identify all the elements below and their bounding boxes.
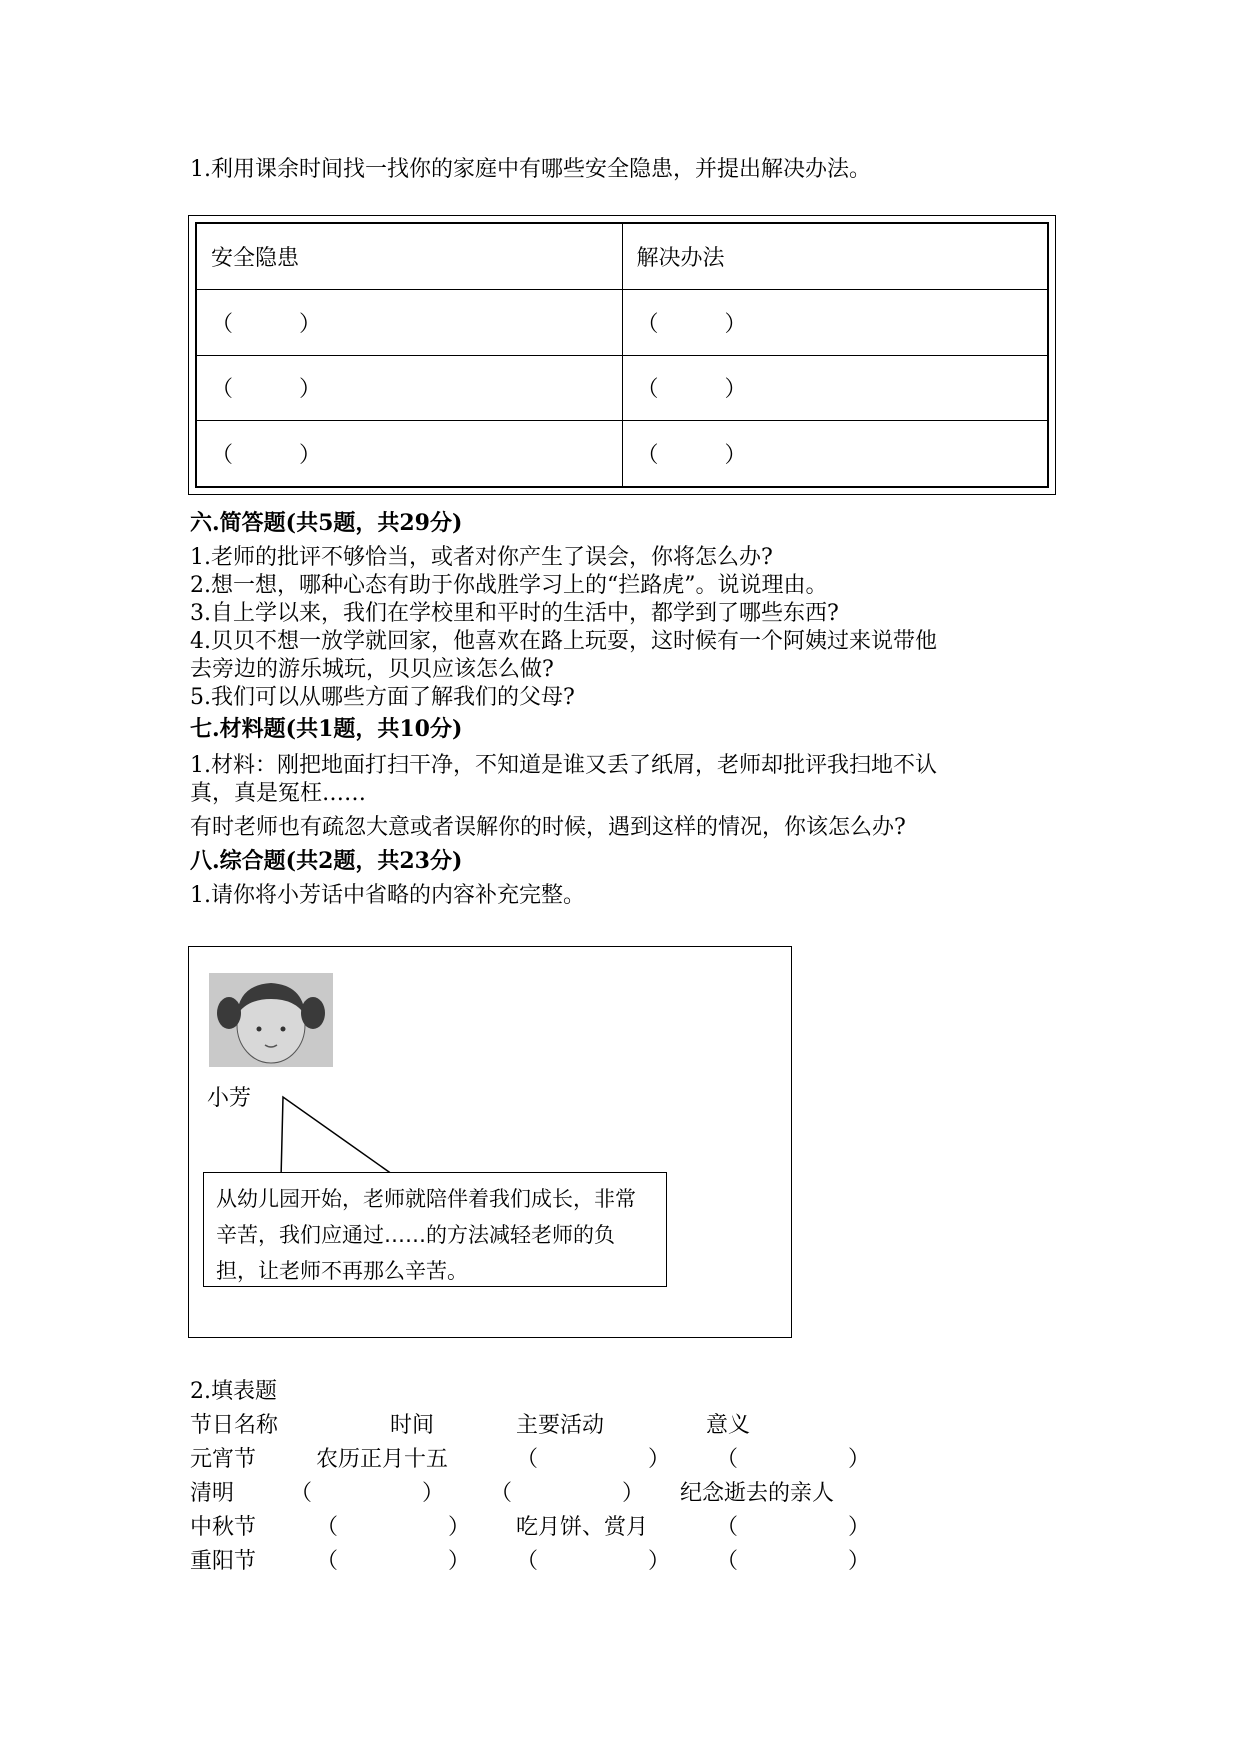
festival-cell[interactable]: （ ） bbox=[516, 1447, 671, 1472]
section-8-question-1: 1.请你将小芳话中省略的内容补充完整。 bbox=[190, 883, 585, 908]
question-1-text: 1.利用课余时间找一找你的家庭中有哪些安全隐患，并提出解决办法。 bbox=[190, 157, 871, 182]
festival-header: 主要活动 bbox=[516, 1413, 605, 1438]
section-6-item: 去旁边的游乐城玩，贝贝应该怎么做? bbox=[190, 657, 554, 682]
section-7-item: 真，真是冤枉…… bbox=[190, 781, 367, 806]
festival-cell: 元宵节 bbox=[190, 1447, 257, 1472]
table-cell[interactable]: （ ） bbox=[622, 421, 1048, 487]
festival-cell: 清明 bbox=[190, 1481, 235, 1506]
festival-cell: 中秋节 bbox=[190, 1515, 257, 1540]
section-7-item: 1.材料：刚把地面打扫干净，不知道是谁又丢了纸屑，老师却批评我扫地不认 bbox=[190, 753, 937, 778]
header-solution: 解决办法 bbox=[622, 224, 1048, 290]
section-8-question-2: 2.填表题 bbox=[190, 1379, 277, 1404]
bubble-line: 从幼儿园开始，老师就陪伴着我们成长，非常 bbox=[216, 1187, 636, 1211]
festival-cell[interactable]: （ ） bbox=[290, 1481, 445, 1506]
table-cell[interactable]: （ ） bbox=[197, 355, 623, 421]
festival-cell[interactable]: （ ） bbox=[716, 1515, 871, 1540]
table-row bbox=[197, 289, 1048, 355]
festival-cell[interactable]: （ ） bbox=[490, 1481, 645, 1506]
table-cell[interactable]: （ ） bbox=[622, 289, 1048, 355]
hazard-table-frame bbox=[188, 215, 1056, 495]
festival-cell: 重阳节 bbox=[190, 1549, 257, 1574]
section-6-item: 1.老师的批评不够恰当，或者对你产生了误会，你将怎么办? bbox=[190, 545, 773, 570]
festival-header: 意义 bbox=[706, 1413, 751, 1438]
section-6-item: 3.自上学以来，我们在学校里和平时的生活中，都学到了哪些东西? bbox=[190, 601, 839, 626]
festival-cell: 纪念逝去的亲人 bbox=[680, 1481, 835, 1506]
section-8-title: 八.综合题(共2题，共23分) bbox=[190, 848, 463, 874]
speech-bubble bbox=[203, 1172, 667, 1287]
table-cell[interactable]: （ ） bbox=[197, 289, 623, 355]
festival-cell[interactable]: （ ） bbox=[716, 1447, 871, 1472]
bubble-line: 辛苦，我们应通过……的方法减轻老师的负 bbox=[216, 1223, 615, 1247]
table-header-row bbox=[197, 224, 1048, 290]
festival-cell[interactable]: （ ） bbox=[516, 1549, 671, 1574]
section-6-item: 2.想一想，哪种心态有助于你战胜学习上的“拦路虎”。说说理由。 bbox=[190, 573, 828, 598]
section-6-item: 4.贝贝不想一放学就回家，他喜欢在路上玩耍，这时候有一个阿姨过来说带他 bbox=[190, 629, 937, 654]
table-cell[interactable]: （ ） bbox=[197, 421, 623, 487]
festival-cell: 吃月饼、赏月 bbox=[516, 1515, 649, 1540]
table-row bbox=[197, 421, 1048, 487]
section-6-item: 5.我们可以从哪些方面了解我们的父母? bbox=[190, 685, 575, 710]
festival-cell: 农历正月十五 bbox=[316, 1447, 449, 1472]
festival-cell[interactable]: （ ） bbox=[316, 1549, 471, 1574]
table-cell[interactable]: （ ） bbox=[622, 355, 1048, 421]
festival-header: 时间 bbox=[390, 1413, 435, 1438]
header-hazard: 安全隐患 bbox=[197, 224, 623, 290]
bubble-line: 担，让老师不再那么辛苦。 bbox=[216, 1259, 468, 1283]
section-6-title: 六.简答题(共5题，共29分) bbox=[190, 510, 463, 536]
festival-cell[interactable]: （ ） bbox=[716, 1549, 871, 1574]
table-row bbox=[197, 355, 1048, 421]
festival-header: 节日名称 bbox=[190, 1413, 279, 1438]
character-name: 小芳 bbox=[207, 1086, 252, 1111]
section-7-title: 七.材料题(共1题，共10分) bbox=[190, 716, 463, 742]
festival-cell[interactable]: （ ） bbox=[316, 1515, 471, 1540]
section-7-item: 有时老师也有疏忽大意或者误解你的时候，遇到这样的情况，你该怎么办? bbox=[190, 815, 906, 840]
speech-illustration-frame bbox=[188, 946, 792, 1338]
hazard-table bbox=[195, 222, 1049, 488]
